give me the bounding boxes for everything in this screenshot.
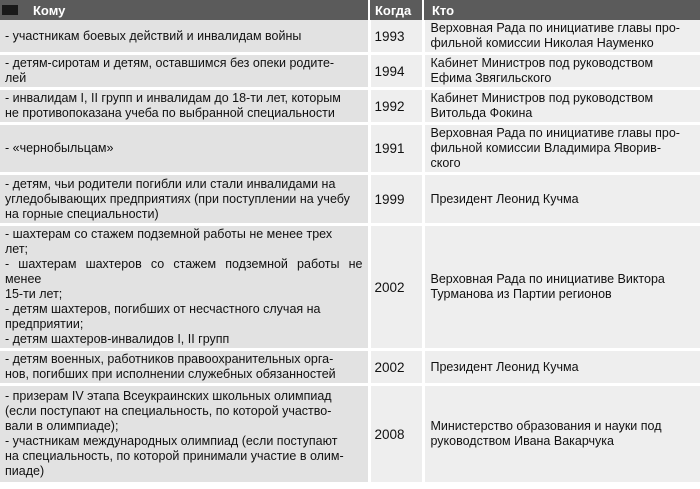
- header-who: [0, 0, 369, 20]
- table-row: [0, 54, 700, 89]
- cell-who: [0, 225, 369, 350]
- cell-by: [423, 174, 700, 225]
- cell-by: [423, 124, 700, 174]
- cell-year: 2008: [369, 385, 423, 484]
- by-line: Верховная Рада по инициативе Виктора: [430, 272, 665, 286]
- who-line: на горные специальности): [5, 206, 159, 221]
- by-line: Кабинет Министров под руководством: [430, 91, 654, 105]
- by-line: руководством Ивана Вакарчука: [430, 434, 614, 448]
- who-line: 15-ти лет;: [5, 287, 63, 301]
- cell-by: [423, 89, 700, 124]
- who-line: - шахтерам шахтеров со стажем подземной работы не менее: [5, 257, 363, 286]
- table-row: [0, 225, 700, 350]
- by-line: Верховная Рада по инициативе главы про-: [430, 126, 680, 140]
- cell-by: [423, 350, 700, 385]
- by-line: фильной комиссии Владимира Яворив-: [430, 141, 661, 155]
- by-line: Верховная Рада по инициативе главы про-: [430, 21, 680, 35]
- who-line: предприятии;: [5, 317, 84, 331]
- cell-year: 1992: [369, 89, 423, 124]
- header-when-label: Когда: [375, 2, 412, 18]
- table-row: [0, 174, 700, 225]
- who-line: на специальность, по которой принимали участие в олим-: [5, 449, 344, 463]
- by-line: ского: [430, 156, 461, 170]
- cell-who: [0, 20, 369, 54]
- cell-year: 1999: [369, 174, 423, 225]
- table-header-row: [0, 0, 700, 20]
- cell-year: 2002: [369, 350, 423, 385]
- by-line: Президент Леонид Кучма: [430, 191, 579, 206]
- cell-year: 1993: [369, 20, 423, 54]
- cell-year: 1994: [369, 54, 423, 89]
- who-line: лей: [5, 71, 27, 85]
- who-line: (если поступают на специальность, по которой участво-: [5, 404, 332, 418]
- by-line: фильной комиссии Николая Науменко: [430, 36, 654, 50]
- table-row: [0, 350, 700, 385]
- by-line: Турманова из Партии регионов: [430, 287, 612, 301]
- who-line: - детям-сиротам и детям, оставшимся без опеки родите-: [5, 56, 335, 70]
- who-line: вали в олимпиаде);: [5, 419, 119, 433]
- who-line: - инвалидам I, II групп и инвалидам до 18-ти лет, которым: [5, 91, 341, 105]
- who-line: - детям, чьи родители погибли или стали инвалидами на: [5, 176, 336, 191]
- who-line: пиаде): [5, 464, 45, 478]
- table-row: [0, 385, 700, 484]
- table-row: [0, 124, 700, 174]
- who-line: угледобывающих предприятиях (при поступлении на учебу: [5, 191, 350, 206]
- who-line: - детям военных, работников правоохранительных орга-: [5, 352, 334, 366]
- by-line: Президент Леонид Кучма: [430, 359, 579, 374]
- who-line: - участникам боевых действий и инвалидам войны: [5, 28, 302, 43]
- cell-who: [0, 174, 369, 225]
- header-who-label: Кому: [33, 2, 66, 18]
- header-by-label: Кто: [432, 2, 455, 18]
- cell-who: [0, 89, 369, 124]
- by-line: Ефима Звягильского: [430, 71, 552, 85]
- table-row: [0, 89, 700, 124]
- cell-who: [0, 54, 369, 89]
- who-line: - детям шахтеров-инвалидов I, II групп: [5, 332, 230, 346]
- who-line: - «чернобыльцам»: [5, 141, 114, 155]
- cell-by: [423, 54, 700, 89]
- cell-who: [0, 385, 369, 484]
- by-line: Министерство образования и науки под: [430, 419, 662, 433]
- who-line: не противопоказана учеба по выбранной специальности: [5, 106, 335, 120]
- who-line: - призерам IV этапа Всеукраинских школьных олимпиад: [5, 389, 332, 403]
- cell-by: [423, 20, 700, 54]
- cell-year: 1991: [369, 124, 423, 174]
- who-line: - шахтерам со стажем подземной работы не менее трех: [5, 227, 333, 241]
- by-line: Кабинет Министров под руководством: [430, 56, 654, 70]
- cell-by: [423, 385, 700, 484]
- cell-by: [423, 225, 700, 350]
- who-line: лет;: [5, 242, 29, 256]
- who-line: нов, погибших при исполнении служебных обязанностей: [5, 367, 336, 381]
- by-line: Витольда Фокина: [430, 106, 533, 120]
- table-row: [0, 20, 700, 54]
- table-body: [0, 20, 700, 484]
- who-line: - детям шахтеров, погибших от несчастного случая на: [5, 302, 321, 316]
- cell-who: [0, 350, 369, 385]
- who-line: - участникам международных олимпиад (если поступают: [5, 434, 338, 448]
- cell-who: [0, 124, 369, 174]
- header-when: [369, 0, 423, 20]
- cell-year: 2002: [369, 225, 423, 350]
- header-by: [423, 0, 700, 20]
